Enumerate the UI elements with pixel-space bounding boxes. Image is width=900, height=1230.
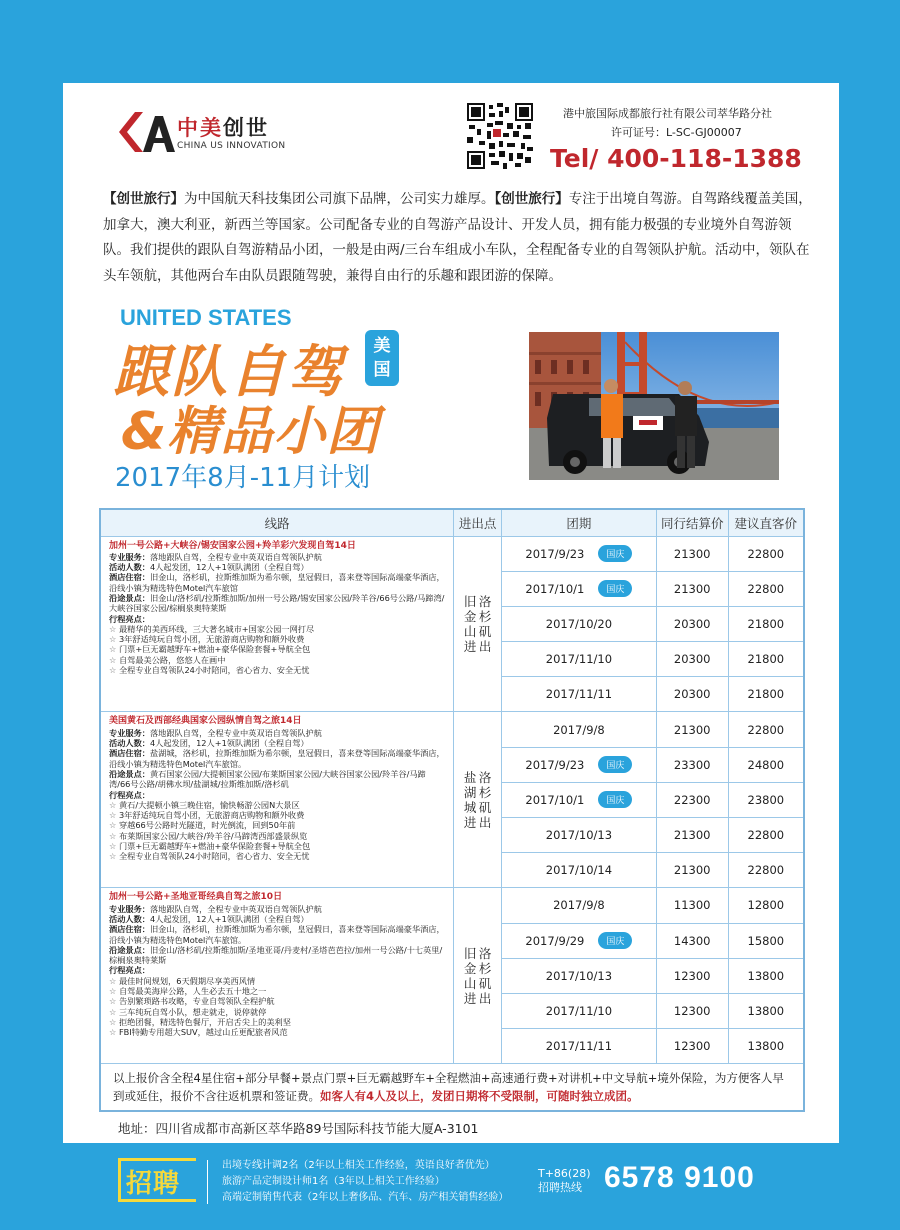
- retail-price: 21800: [728, 606, 804, 641]
- star-icon: ☆: [109, 830, 119, 841]
- route-detail: 沿途景点：旧金山/洛杉矶/拉斯维加斯/圣地亚哥/丹麦村/圣塔芭芭拉/加州一号公路/十七英里/棕榈泉奥特莱斯: [109, 944, 443, 966]
- flyer-page: [63, 83, 839, 1143]
- exit-city: 洛杉矶出: [478, 769, 492, 830]
- route-description: [100, 888, 454, 1064]
- hotline-number[interactable]: 6578 9100: [604, 1161, 755, 1194]
- retail-price: 24800: [728, 747, 804, 782]
- entry-city: 旧金山进: [463, 593, 477, 654]
- holiday-badge: 国庆: [598, 756, 632, 773]
- retail-price: 22800: [728, 712, 804, 747]
- highlight-item: ☆ 三车纯玩自驾小队，想走就走，说停就停: [109, 1006, 267, 1017]
- departure-date: 2017/9/8: [502, 888, 657, 923]
- ca-logo-icon: [113, 112, 181, 152]
- star-icon: ☆: [109, 654, 119, 665]
- departure-date: 2017/10/13: [502, 958, 657, 993]
- route-detail: 酒店住宿：旧金山，洛杉矶，拉斯维加斯为希尔顿，皇冠假日，喜来登等国际高端豪华酒店，沿线小镇为精选特色Motel汽车旅馆。: [109, 924, 445, 945]
- highlight-item: ☆ 3年舒适纯玩自驾小团，无旅游商店购物和额外收费: [109, 634, 305, 645]
- table-row: [100, 888, 804, 923]
- hotline-label: T+86(28) 招聘热线: [538, 1167, 591, 1194]
- highlight-item: ☆ 门票+巨无霸越野车+燃油+豪华保险套餐+导航全包: [109, 841, 311, 851]
- logo-en-text: CHINA US INNOVATION: [177, 141, 286, 151]
- star-icon: ☆: [109, 623, 119, 634]
- entry-exit-city: [454, 712, 502, 888]
- entry-city: 盐湖城进: [463, 769, 477, 830]
- highlight-item: ☆ 3年舒适纯玩自驾小团，无旅游商店购物和额外收费: [109, 810, 305, 821]
- highlights-label: 行程亮点：: [109, 965, 150, 976]
- route-detail: 活动人数：4人起发团，12人+1领队满团（全程自驾）: [109, 738, 309, 749]
- company-name: 港中旅国际成都旅行社有限公司萃华路分社: [563, 107, 772, 120]
- route-detail: 活动人数：4人起发团，12人+1领队满团（全程自驾）: [109, 913, 309, 924]
- route-title: 加州一号公路+圣地亚哥经典自驾之旅10日: [109, 892, 283, 903]
- highlight-item: ☆ 告别繁琐路书攻略，专业自驾领队全程护航: [109, 996, 275, 1007]
- highlight-item: ☆ 自驾最美公路，悠悠人在画中: [109, 654, 226, 665]
- peer-price: 20300: [656, 642, 728, 677]
- logo-cn-text: 中美创世: [177, 116, 269, 140]
- departure-date: 2017/10/13: [502, 818, 657, 853]
- departure-date: 2017/10/14: [502, 853, 657, 888]
- header-peer-price: 同行结算价: [656, 509, 728, 536]
- highlight-item: ☆ 自驾最美海岸公路，人生必去五十地之一: [109, 986, 267, 997]
- departure-date: 2017/10/1 国庆: [502, 571, 657, 606]
- job-item: 旅游产品定制设计师1名（3年以上相关工作经验）: [222, 1176, 445, 1187]
- route-detail: 酒店住宿：盐湖城，洛杉矶，拉斯维加斯为希尔顿，皇冠假日，喜来登等国际高端豪华酒店，沿线小镇为精选特色Motel汽车旅馆。: [109, 748, 445, 769]
- route-detail: 沿途景点：旧金山/洛杉矶/拉斯维加斯/加州一号公路/锡安国家公园/羚羊谷/66号公路/马蹄湾/大峡谷国家公园/棕榈泉奥特莱斯: [109, 592, 445, 614]
- header-dates: 团期: [502, 509, 657, 536]
- highlight-item: ☆ 拒绝团餐，精选特色餐厅，开启舌尖上的美利坚: [109, 1016, 291, 1027]
- holiday-badge: 国庆: [598, 580, 632, 597]
- peer-price: 12300: [656, 1029, 728, 1064]
- price-footnote: 以上报价含全程4星住宿+部分早餐+景点门票+巨无霸越野车+全程燃油+高速通行费+对讲机+中文导航+境外保险，为方便客人早到或延住，报价不含往返机票和签证费。如客人有4人及以上，发团日期将不受限制，可随时独立成团。: [100, 1064, 804, 1112]
- highlight-item: ☆ 布莱斯国家公园/大峡谷/羚羊谷/马蹄湾西部盛景纵览: [109, 830, 308, 841]
- highlight-item: ☆ FBI特勤专用超大SUV，越过山丘更配旅者风范: [109, 1027, 288, 1038]
- star-icon: ☆: [109, 841, 119, 851]
- usa-badge: 美 国: [365, 330, 399, 386]
- peer-price: 20300: [656, 606, 728, 641]
- table-row: [100, 712, 804, 747]
- retail-price: 13800: [728, 958, 804, 993]
- peer-price: 21300: [656, 712, 728, 747]
- retail-price: 13800: [728, 1029, 804, 1064]
- entry-exit-city: [454, 888, 502, 1064]
- departure-date: 2017/11/11: [502, 677, 657, 712]
- license-number: 许可证号：L-SC-GJ00007: [611, 126, 742, 139]
- recruit-divider: [207, 1160, 208, 1204]
- highlight-item: ☆ 全程专业自驾领队24小时陪同，省心省力、安全无忧: [109, 665, 310, 676]
- holiday-badge: 国庆: [598, 791, 632, 808]
- phone-number[interactable]: Tel/ 400-118-1388: [550, 144, 802, 173]
- route-detail: 专业服务：落地跟队自驾，全程专业中英双语自驾领队护航: [109, 551, 322, 562]
- qr-code[interactable]: [467, 103, 533, 169]
- retail-price: 21800: [728, 642, 804, 677]
- departure-date: 2017/9/23 国庆: [502, 536, 657, 571]
- peer-price: 21300: [656, 818, 728, 853]
- peer-price: 11300: [656, 888, 728, 923]
- highlight-item: ☆ 最精华的美西环线，三大著名城市+国家公园一网打尽: [109, 623, 315, 634]
- star-icon: ☆: [109, 1027, 119, 1038]
- departure-date: 2017/11/10: [502, 642, 657, 677]
- departure-date: 2017/11/11: [502, 1029, 657, 1064]
- table-row: [100, 536, 804, 571]
- exit-city: 洛杉矶出: [478, 593, 492, 654]
- star-icon: ☆: [109, 986, 119, 997]
- job-item: 高端定制销售代表（2年以上奢侈品、汽车、房产相关销售经验）: [222, 1192, 509, 1203]
- retail-price: 21800: [728, 677, 804, 712]
- peer-price: 21300: [656, 853, 728, 888]
- entry-exit-city: [454, 536, 502, 712]
- star-icon: ☆: [109, 1016, 119, 1027]
- route-detail: 酒店住宿：旧金山，洛杉矶，拉斯维加斯为希尔顿，皇冠假日，喜来登等国际高端豪华酒店，沿线小镇为精选特色Motel汽车旅馆: [109, 572, 445, 593]
- peer-price: 20300: [656, 677, 728, 712]
- peer-price: 22300: [656, 782, 728, 817]
- header-route: 线路: [100, 509, 454, 536]
- highlight-item: ☆ 全程专业自驾领队24小时陪同，省心省力、安全无忧: [109, 851, 310, 862]
- retail-price: 15800: [728, 923, 804, 958]
- star-icon: ☆: [109, 634, 119, 645]
- retail-price: 12800: [728, 888, 804, 923]
- exit-city: 洛杉矶出: [478, 945, 492, 1006]
- retail-price: 22800: [728, 853, 804, 888]
- header-retail-price: 建议直客价: [728, 509, 804, 536]
- star-icon: ☆: [109, 665, 119, 676]
- departure-date: 2017/9/23 国庆: [502, 747, 657, 782]
- star-icon: ☆: [109, 810, 119, 821]
- star-icon: ☆: [109, 799, 119, 810]
- star-icon: ☆: [109, 820, 119, 831]
- job-item: 出境专线计调2名（2年以上相关工作经验，英语良好者优先）: [222, 1160, 495, 1171]
- route-detail: 专业服务：落地跟队自驾，全程专业中英双语自驾领队护航: [109, 727, 322, 738]
- retail-price: 13800: [728, 993, 804, 1028]
- route-detail: 活动人数：4人起发团，12人+1领队满团（全程自驾）: [109, 562, 309, 573]
- holiday-badge: 国庆: [598, 545, 632, 562]
- entry-city: 旧金山进: [463, 945, 477, 1006]
- recruit-label: 招聘: [126, 1169, 181, 1199]
- star-icon: ☆: [109, 1006, 119, 1017]
- star-icon: ☆: [109, 975, 119, 986]
- highlight-item: ☆ 门票+巨无霸越野车+燃油+豪华保险套餐+导航全包: [109, 644, 311, 655]
- company-logo: [113, 108, 353, 158]
- departure-date: 2017/10/1 国庆: [502, 782, 657, 817]
- departure-date: 2017/9/29 国庆: [502, 923, 657, 958]
- star-icon: ☆: [109, 996, 119, 1007]
- star-icon: ☆: [109, 644, 119, 655]
- star-icon: ☆: [109, 851, 119, 862]
- headline-line1: 跟队自驾: [113, 340, 345, 405]
- highlight-item: ☆ 黄石/大提顿小镇三晚住宿，愉快畅游公园N大景区: [109, 799, 300, 810]
- plan-period: 2017年8月-11月计划: [115, 463, 371, 493]
- highlights-label: 行程亮点：: [109, 789, 150, 800]
- peer-price: 14300: [656, 923, 728, 958]
- retail-price: 23800: [728, 782, 804, 817]
- retail-price: 22800: [728, 536, 804, 571]
- peer-price: 12300: [656, 993, 728, 1028]
- united-states-title: UNITED STATES: [120, 305, 292, 330]
- route-table: [99, 508, 805, 1112]
- highlight-item: ☆ 穿越66号公路时光隧道，时光倒流，回到50年前: [109, 820, 296, 831]
- intro-paragraph: 【创世旅行】为中国航天科技集团公司旗下品牌，公司实力雄厚。【创世旅行】专注于出境自驾游。自驾路线覆盖美国，加拿大，澳大利亚，新西兰等国家。公司配备专业的自驾游产品设计、开发人员，拥有能力极强的专业境外自驾游领队。我们提供的跟队自驾游精品小团，一般是由两/三台车组成小车队，全程配备专业的自驾领队护航。活动中，领队在头车领航，其他两台车由队员跟随驾驶，兼得自由行的乐趣和跟团游的保障。: [103, 191, 812, 284]
- address: 地址：四川省成都市高新区萃华路89号国际科技节能大厦A-3101: [118, 1121, 479, 1136]
- peer-price: 21300: [656, 536, 728, 571]
- golden-gate-photo: [529, 332, 779, 480]
- job-list: [222, 1158, 508, 1206]
- route-detail: 专业服务：落地跟队自驾，全程专业中英双语自驾领队护航: [109, 903, 322, 914]
- retail-price: 22800: [728, 571, 804, 606]
- peer-price: 12300: [656, 958, 728, 993]
- departure-date: 2017/11/10: [502, 993, 657, 1028]
- header-entry-exit: 进出点: [454, 509, 502, 536]
- route-description: [100, 712, 454, 888]
- route-title: 加州一号公路+大峡谷/锡安国家公园+羚羊彩穴发现自驾14日: [109, 540, 356, 551]
- highlight-item: ☆ 最佳时间规划，6天假期尽享美西风情: [109, 975, 256, 986]
- departure-date: 2017/10/20: [502, 606, 657, 641]
- route-description: [100, 536, 454, 712]
- route-detail: 沿途景点：黄石国家公园/大提顿国家公园/布莱斯国家公园/大峡谷国家公园/羚羊谷/马蹄湾/66号公路/胡佛水坝/盐湖城/拉斯维加斯/洛杉矶: [109, 768, 426, 790]
- peer-price: 21300: [656, 571, 728, 606]
- holiday-badge: 国庆: [598, 932, 632, 949]
- route-title: 美国黄石及西部经典国家公园纵情自驾之旅14日: [109, 716, 302, 727]
- headline-line2: &精品小团: [121, 402, 380, 462]
- departure-date: 2017/9/8: [502, 712, 657, 747]
- highlights-label: 行程亮点：: [109, 613, 150, 624]
- retail-price: 22800: [728, 818, 804, 853]
- peer-price: 23300: [656, 747, 728, 782]
